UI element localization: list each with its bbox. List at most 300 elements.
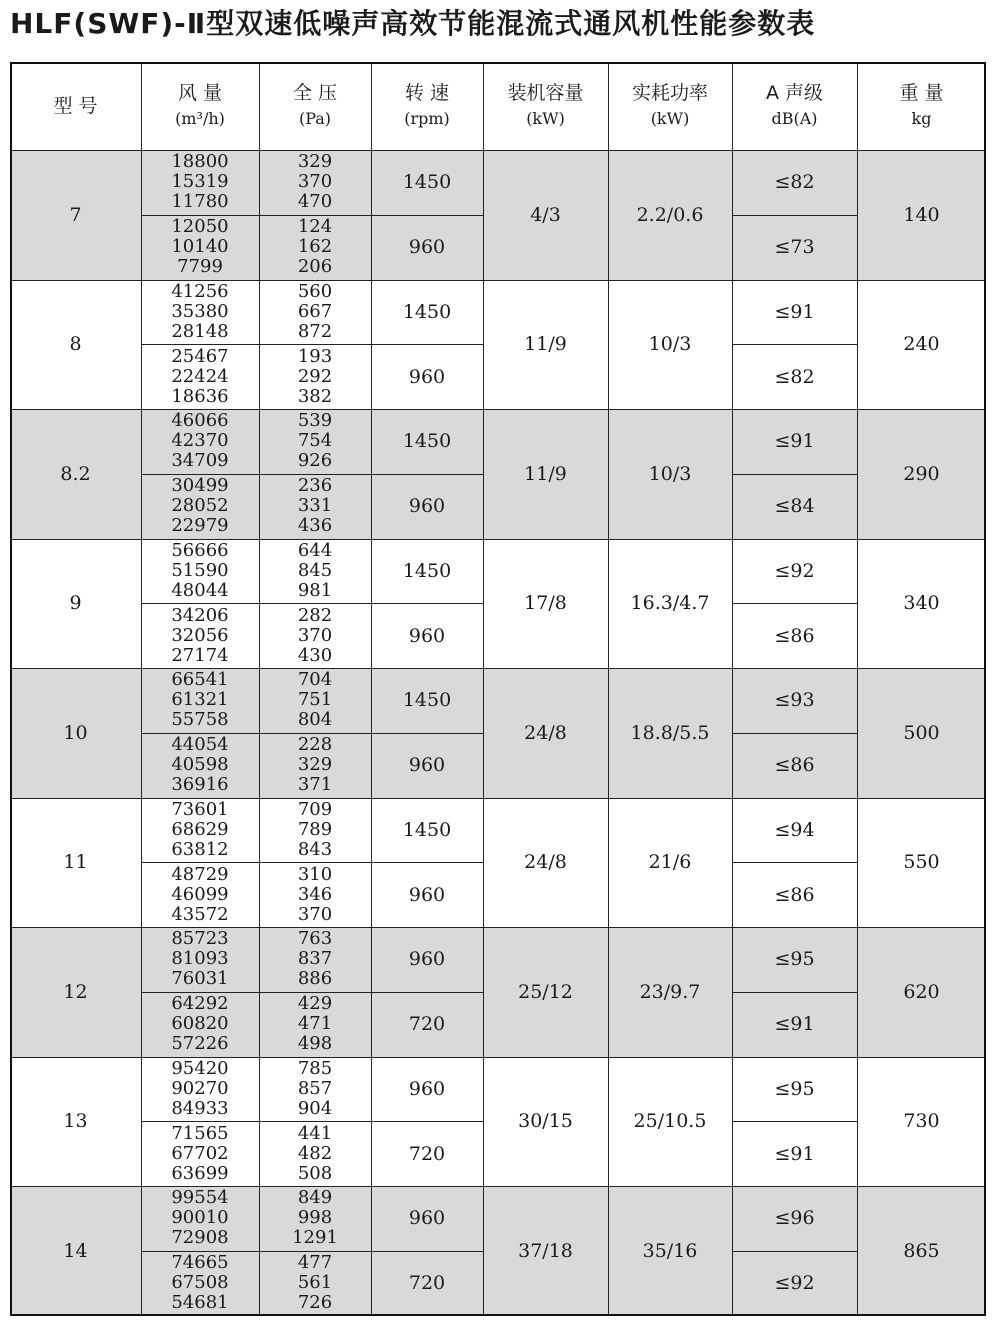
flow-value: 55758 [171, 709, 229, 731]
power-cell [608, 409, 732, 539]
flow-value: 15319 [171, 171, 229, 193]
pressure-cell [259, 733, 371, 798]
pressure-cell [259, 798, 371, 863]
column-divider [259, 62, 260, 1316]
noise-value: ≤91 [774, 1013, 815, 1036]
flow-value: 90270 [171, 1077, 229, 1099]
flow-value: 48729 [171, 863, 229, 885]
speed-cell [371, 862, 483, 927]
capacity-value: 37/18 [518, 1239, 573, 1262]
flow-value: 57226 [171, 1033, 229, 1055]
speed-cell [371, 1251, 483, 1316]
weight-cell [857, 280, 986, 410]
power-cell [608, 539, 732, 669]
capacity-value: 24/8 [524, 721, 567, 744]
power-cell [608, 927, 732, 1057]
weight-value: 240 [903, 333, 940, 356]
flow-value: 10140 [171, 236, 229, 258]
weight-value: 865 [903, 1239, 940, 1262]
speed-cell [371, 474, 483, 539]
subrow-divider [141, 1121, 483, 1122]
pressure-value: 193 [297, 345, 333, 367]
pressure-value: 843 [297, 838, 333, 860]
speed-value: 1450 [402, 300, 452, 323]
flow-value: 71565 [171, 1122, 229, 1144]
pressure-value: 498 [297, 1033, 333, 1055]
page-title: HLF(SWF)-Ⅱ型双速低噪声高效节能混流式通风机性能参数表 [10, 7, 816, 40]
header-power [608, 62, 732, 150]
capacity-cell [483, 539, 608, 669]
pressure-cell [259, 474, 371, 539]
row-divider [10, 1186, 986, 1187]
pressure-value: 292 [297, 365, 333, 387]
speed-cell [371, 668, 483, 733]
pressure-value: 331 [297, 495, 333, 517]
speed-value: 720 [408, 1272, 446, 1295]
speed-value: 960 [408, 624, 446, 647]
subrow-divider [732, 474, 857, 475]
flow-cell [141, 1121, 259, 1186]
flow-value: 40598 [171, 754, 229, 776]
noise-value: ≤94 [774, 818, 815, 841]
noise-cell [732, 215, 857, 280]
pressure-cell [259, 927, 371, 992]
flow-value: 32056 [171, 624, 229, 646]
power-value: 10/3 [648, 333, 692, 356]
flow-value: 12050 [171, 216, 229, 238]
header-unit: (m³/h) [175, 109, 225, 128]
column-divider [857, 62, 858, 1316]
model-cell [10, 1186, 141, 1316]
flow-cell [141, 668, 259, 733]
header-label: 实耗功率 [631, 82, 708, 104]
pressure-value: 370 [297, 171, 333, 193]
header-flow [141, 62, 259, 150]
noise-value: ≤91 [774, 1142, 815, 1165]
noise-value: ≤92 [774, 1272, 815, 1295]
subrow-divider [732, 733, 857, 734]
speed-cell [371, 1057, 483, 1122]
speed-value: 1450 [402, 171, 452, 194]
model-value: 12 [63, 980, 88, 1003]
noise-cell [732, 280, 857, 345]
pressure-cell [259, 280, 371, 345]
weight-cell [857, 1057, 986, 1187]
flow-value: 67508 [171, 1272, 229, 1294]
noise-cell [732, 733, 857, 798]
pressure-value: 849 [297, 1187, 333, 1209]
flow-cell [141, 539, 259, 604]
subrow-divider [141, 862, 483, 863]
weight-cell [857, 927, 986, 1057]
subrow-divider [732, 1251, 857, 1252]
flow-value: 7799 [177, 256, 223, 278]
noise-value: ≤82 [774, 365, 815, 388]
flow-value: 27174 [171, 644, 229, 666]
column-divider [483, 62, 484, 1316]
flow-value: 85723 [171, 928, 229, 950]
flow-value: 74665 [171, 1252, 229, 1274]
noise-value: ≤86 [774, 883, 815, 906]
speed-value: 1450 [402, 430, 452, 453]
speed-value: 960 [408, 495, 446, 518]
model-cell [10, 539, 141, 669]
pressure-value: 162 [297, 236, 333, 258]
noise-value: ≤91 [774, 300, 815, 323]
column-divider [141, 62, 142, 1316]
flow-value: 43572 [171, 903, 229, 925]
pressure-value: 329 [297, 754, 333, 776]
pressure-value: 751 [297, 689, 333, 711]
model-cell [10, 668, 141, 798]
pressure-value: 370 [297, 903, 333, 925]
capacity-cell [483, 1057, 608, 1187]
capacity-cell [483, 280, 608, 410]
subrow-divider [732, 344, 857, 345]
power-cell [608, 798, 732, 928]
model-value: 9 [69, 592, 82, 615]
model-cell [10, 798, 141, 928]
pressure-cell [259, 1186, 371, 1251]
flow-value: 34206 [171, 604, 229, 626]
pressure-value: 561 [297, 1272, 333, 1294]
flow-cell [141, 1186, 259, 1251]
row-divider [10, 668, 986, 669]
speed-cell [371, 603, 483, 668]
speed-value: 1450 [402, 818, 452, 841]
flow-value: 99554 [171, 1187, 229, 1209]
header-unit: kg [911, 109, 932, 128]
speed-value: 1450 [402, 689, 452, 712]
capacity-value: 17/8 [524, 592, 567, 615]
noise-value: ≤91 [774, 430, 815, 453]
flow-value: 41256 [171, 280, 229, 302]
flow-value: 54681 [171, 1292, 229, 1314]
model-cell [10, 1057, 141, 1187]
pressure-value: 857 [297, 1077, 333, 1099]
noise-cell [732, 150, 857, 215]
capacity-value: 11/9 [524, 462, 567, 485]
pressure-value: 508 [297, 1162, 333, 1184]
pressure-cell [259, 409, 371, 474]
flow-value: 22979 [171, 515, 229, 537]
capacity-cell [483, 798, 608, 928]
pressure-cell [259, 1251, 371, 1316]
pressure-value: 754 [297, 430, 333, 452]
pressure-cell [259, 539, 371, 604]
header-unit: (kW) [526, 109, 565, 128]
weight-value: 550 [903, 851, 940, 874]
pressure-value: 981 [297, 579, 333, 601]
header-capacity [483, 62, 608, 150]
header-weight [857, 62, 986, 150]
flow-value: 63812 [171, 838, 229, 860]
pressure-value: 539 [297, 410, 333, 432]
capacity-cell [483, 668, 608, 798]
pressure-value: 904 [297, 1097, 333, 1119]
pressure-value: 371 [297, 774, 333, 796]
weight-cell [857, 150, 986, 280]
pressure-cell [259, 1121, 371, 1186]
noise-cell [732, 1121, 857, 1186]
speed-value: 960 [408, 1077, 446, 1100]
pressure-value: 667 [297, 300, 333, 322]
flow-value: 30499 [171, 475, 229, 497]
noise-value: ≤82 [774, 171, 815, 194]
speed-cell [371, 798, 483, 863]
speed-cell [371, 150, 483, 215]
flow-value: 42370 [171, 430, 229, 452]
flow-value: 46066 [171, 410, 229, 432]
flow-value: 95420 [171, 1057, 229, 1079]
pressure-value: 789 [297, 818, 333, 840]
pressure-value: 477 [297, 1252, 333, 1274]
flow-cell [141, 344, 259, 409]
subrow-divider [141, 733, 483, 734]
noise-cell [732, 539, 857, 604]
speed-cell [371, 927, 483, 992]
pressure-value: 436 [297, 515, 333, 537]
pressure-value: 763 [297, 928, 333, 950]
pressure-value: 370 [297, 624, 333, 646]
pressure-value: 429 [297, 993, 333, 1015]
pressure-value: 845 [297, 559, 333, 581]
model-value: 13 [63, 1110, 88, 1133]
flow-value: 68629 [171, 818, 229, 840]
flow-value: 22424 [171, 365, 229, 387]
subrow-divider [141, 603, 483, 604]
flow-cell [141, 927, 259, 992]
flow-value: 48044 [171, 579, 229, 601]
flow-cell [141, 798, 259, 863]
noise-value: ≤86 [774, 754, 815, 777]
flow-cell [141, 1251, 259, 1316]
weight-value: 340 [903, 592, 940, 615]
flow-value: 64292 [171, 993, 229, 1015]
weight-cell [857, 409, 986, 539]
power-cell [608, 1186, 732, 1316]
pressure-value: 785 [297, 1057, 333, 1079]
model-value: 14 [63, 1239, 88, 1262]
header-label: 型 号 [53, 95, 98, 117]
header-pressure [259, 62, 371, 150]
pressure-value: 926 [297, 450, 333, 472]
flow-value: 34709 [171, 450, 229, 472]
pressure-value: 206 [297, 256, 333, 278]
pressure-value: 441 [297, 1122, 333, 1144]
power-value: 2.2/0.6 [636, 203, 704, 226]
noise-cell [732, 798, 857, 863]
speed-value: 720 [408, 1013, 446, 1036]
pressure-cell [259, 344, 371, 409]
model-cell [10, 927, 141, 1057]
header-unit: dB(A) [771, 109, 818, 128]
flow-value: 44054 [171, 734, 229, 756]
model-cell [10, 280, 141, 410]
noise-value: ≤96 [774, 1207, 815, 1230]
header-unit: (kW) [650, 109, 690, 128]
pressure-value: 872 [297, 320, 333, 342]
noise-cell [732, 927, 857, 992]
flow-value: 51590 [171, 559, 229, 581]
capacity-value: 25/12 [518, 980, 573, 1003]
subrow-divider [732, 603, 857, 604]
pressure-value: 804 [297, 709, 333, 731]
flow-value: 36916 [171, 774, 229, 796]
power-cell [608, 280, 732, 410]
noise-cell [732, 474, 857, 539]
pressure-cell [259, 1057, 371, 1122]
pressure-value: 124 [297, 216, 333, 238]
subrow-divider [141, 992, 483, 993]
pressure-value: 837 [297, 948, 333, 970]
flow-cell [141, 862, 259, 927]
flow-value: 46099 [171, 883, 229, 905]
flow-cell [141, 992, 259, 1057]
row-divider [10, 150, 986, 151]
flow-value: 11780 [171, 191, 229, 213]
row-divider [10, 798, 986, 799]
capacity-cell [483, 409, 608, 539]
speed-value: 960 [408, 754, 446, 777]
subrow-divider [141, 215, 483, 216]
subrow-divider [732, 1121, 857, 1122]
power-cell [608, 1057, 732, 1187]
subrow-divider [141, 344, 483, 345]
pressure-value: 228 [297, 734, 333, 756]
model-value: 8.2 [60, 462, 91, 485]
header-speed [371, 62, 483, 150]
subrow-divider [732, 992, 857, 993]
weight-value: 730 [903, 1110, 940, 1133]
header-label: 重 量 [899, 82, 944, 104]
flow-cell [141, 733, 259, 798]
power-value: 21/6 [648, 851, 692, 874]
pressure-value: 704 [297, 669, 333, 691]
flow-cell [141, 474, 259, 539]
pressure-value: 430 [297, 644, 333, 666]
capacity-value: 30/15 [518, 1110, 573, 1133]
model-value: 10 [63, 721, 88, 744]
speed-value: 720 [408, 1142, 446, 1165]
weight-value: 620 [903, 980, 940, 1003]
noise-cell [732, 409, 857, 474]
noise-cell [732, 1186, 857, 1251]
speed-value: 960 [408, 948, 446, 971]
pressure-value: 470 [297, 191, 333, 213]
pressure-value: 471 [297, 1013, 333, 1035]
performance-table [10, 62, 986, 1316]
noise-cell [732, 1251, 857, 1316]
noise-cell [732, 862, 857, 927]
capacity-value: 4/3 [530, 203, 561, 226]
pressure-cell [259, 603, 371, 668]
flow-cell [141, 409, 259, 474]
header-unit: (rpm) [404, 109, 450, 128]
header-label: 装机容量 [507, 82, 584, 104]
subrow-divider [141, 474, 483, 475]
pressure-value: 482 [297, 1142, 333, 1164]
weight-value: 500 [903, 721, 940, 744]
flow-value: 66541 [171, 669, 229, 691]
flow-value: 72908 [171, 1227, 229, 1249]
noise-value: ≤95 [774, 1077, 815, 1100]
flow-value: 63699 [171, 1162, 229, 1184]
weight-value: 140 [903, 203, 940, 226]
model-cell [10, 409, 141, 539]
row-divider [10, 539, 986, 540]
header-label: 风 量 [177, 82, 223, 104]
noise-cell [732, 992, 857, 1057]
flow-value: 76031 [171, 968, 229, 990]
flow-value: 84933 [171, 1097, 229, 1119]
noise-value: ≤86 [774, 624, 815, 647]
capacity-cell [483, 150, 608, 280]
weight-value: 290 [903, 462, 940, 485]
flow-cell [141, 215, 259, 280]
speed-value: 960 [408, 365, 446, 388]
capacity-value: 11/9 [524, 333, 567, 356]
header-noise [732, 62, 857, 150]
speed-value: 1450 [402, 559, 452, 582]
pressure-cell [259, 862, 371, 927]
subrow-divider [141, 1251, 483, 1252]
subrow-divider [732, 862, 857, 863]
speed-value: 960 [408, 883, 446, 906]
model-cell [10, 150, 141, 280]
pressure-value: 382 [297, 385, 333, 407]
pressure-value: 1291 [292, 1227, 338, 1249]
noise-cell [732, 603, 857, 668]
header-unit: (Pa) [298, 109, 332, 128]
column-divider [371, 62, 372, 1316]
power-cell [608, 150, 732, 280]
power-value: 16.3/4.7 [630, 592, 710, 615]
speed-cell [371, 280, 483, 345]
model-value: 7 [69, 203, 82, 226]
power-value: 10/3 [648, 462, 692, 485]
speed-cell [371, 215, 483, 280]
speed-cell [371, 409, 483, 474]
flow-value: 25467 [171, 345, 229, 367]
weight-cell [857, 539, 986, 669]
noise-cell [732, 668, 857, 733]
flow-value: 67702 [171, 1142, 229, 1164]
header-label: A 声级 [765, 82, 824, 104]
noise-value: ≤92 [774, 559, 815, 582]
subrow-divider [732, 215, 857, 216]
speed-value: 960 [408, 1207, 446, 1230]
power-value: 25/10.5 [633, 1110, 707, 1133]
flow-cell [141, 280, 259, 345]
pressure-value: 236 [297, 475, 333, 497]
flow-value: 61321 [171, 689, 229, 711]
noise-value: ≤84 [774, 495, 815, 518]
capacity-value: 24/8 [524, 851, 567, 874]
weight-cell [857, 668, 986, 798]
pressure-value: 644 [297, 539, 333, 561]
power-value: 23/9.7 [639, 980, 701, 1003]
flow-value: 18800 [171, 151, 229, 173]
speed-cell [371, 1121, 483, 1186]
noise-cell [732, 344, 857, 409]
pressure-value: 998 [297, 1207, 333, 1229]
pressure-value: 282 [297, 604, 333, 626]
pressure-value: 709 [297, 798, 333, 820]
speed-value: 960 [408, 236, 446, 259]
power-value: 18.8/5.5 [630, 721, 710, 744]
speed-cell [371, 733, 483, 798]
